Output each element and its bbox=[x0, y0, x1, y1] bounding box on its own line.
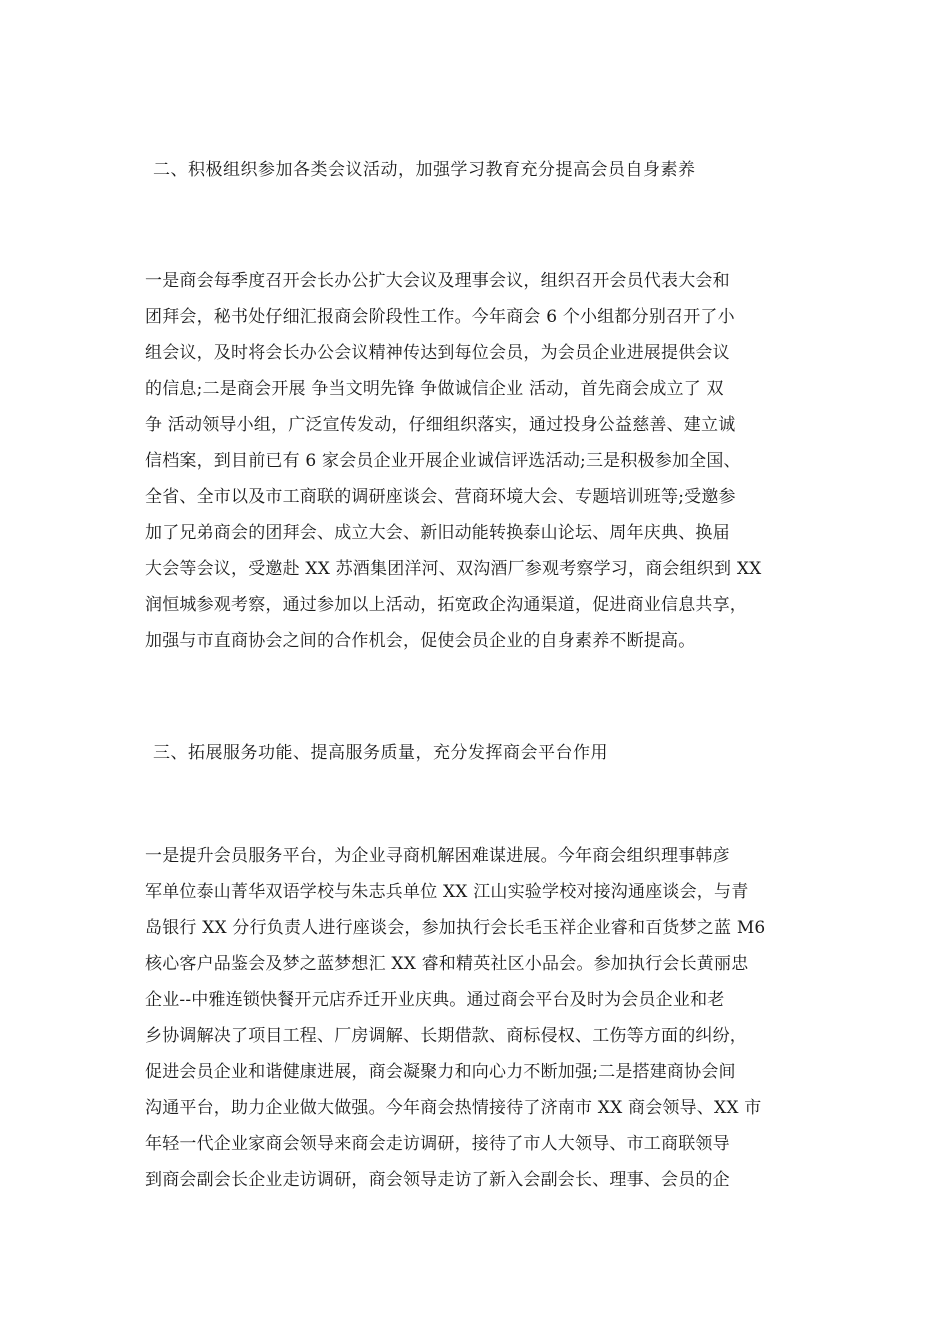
paragraph-line: 团拜会，秘书处仔细汇报商会阶段性工作。今年商会 6 个小组都分别召开了小 bbox=[145, 307, 735, 327]
paragraph-line: 军单位泰山菁华双语学校与朱志兵单位 XX 江山实验学校对接沟通座谈会，与青 bbox=[145, 882, 749, 902]
section-3-paragraph bbox=[145, 838, 810, 1198]
paragraph-line: 促进会员企业和谐健康进展，商会凝聚力和向心力不断加强;二是搭建商协会间 bbox=[145, 1062, 736, 1082]
paragraph-line: 争 活动领导小组，广泛宣传发动，仔细组织落实，通过投身公益慈善、建立诚 bbox=[145, 415, 736, 435]
paragraph-line: 乡协调解决了项目工程、厂房调解、长期借款、商标侵权、工伤等方面的纠纷， bbox=[145, 1026, 747, 1046]
paragraph-line: 岛银行 XX 分行负责人进行座谈会，参加执行会长毛玉祥企业睿和百货梦之蓝 M6 bbox=[145, 918, 766, 938]
paragraph-line: 全省、全市以及市工商联的调研座谈会、营商环境大会、专题培训班等;受邀参 bbox=[145, 487, 736, 507]
paragraph-line: 一是提升会员服务平台，为企业寻商机解困难谋进展。今年商会组织理事韩彦 bbox=[145, 846, 730, 866]
paragraph-line: 沟通平台，助力企业做大做强。今年商会热情接待了济南市 XX 商会领导、XX 市 bbox=[145, 1098, 762, 1118]
paragraph-line: 核心客户品鉴会及梦之蓝梦想汇 XX 睿和精英社区小品会。参加执行会长黄丽忠 bbox=[145, 954, 749, 974]
paragraph-line: 的信息;二是商会开展 争当文明先锋 争做诚信企业 活动，首先商会成立了 双 bbox=[145, 379, 724, 399]
paragraph-line: 年轻一代企业家商会领导来商会走访调研，接待了市人大领导、市工商联领导 bbox=[145, 1134, 730, 1154]
section-3-heading: 三、拓展服务功能、提高服务质量，充分发挥商会平台作用 bbox=[153, 743, 608, 763]
paragraph-line: 一是商会每季度召开会长办公扩大会议及理事会议，组织召开会员代表大会和 bbox=[145, 271, 730, 291]
paragraph-line: 组会议，及时将会长办公会议精神传达到每位会员，为会员企业进展提供会议 bbox=[145, 343, 730, 363]
paragraph-line: 企业--中雅连锁快餐开元店乔迁开业庆典。通过商会平台及时为会员企业和老 bbox=[145, 990, 725, 1010]
section-2-heading: 二、积极组织参加各类会议活动，加强学习教育充分提高会员自身素养 bbox=[153, 160, 696, 180]
paragraph-line: 润恒城参观考察，通过参加以上活动，拓宽政企沟通渠道，促进商业信息共享， bbox=[145, 595, 747, 615]
paragraph-line: 信档案，到目前已有 6 家会员企业开展企业诚信评选活动;三是积极参加全国、 bbox=[145, 451, 741, 471]
paragraph-line: 到商会副会长企业走访调研，商会领导走访了新入会副会长、理事、会员的企 bbox=[145, 1170, 730, 1190]
section-2-paragraph bbox=[145, 263, 810, 659]
paragraph-line: 加了兄弟商会的团拜会、成立大会、新旧动能转换泰山论坛、周年庆典、换届 bbox=[145, 523, 730, 543]
paragraph-line: 加强与市直商协会之间的合作机会，促使会员企业的自身素养不断提高。 bbox=[145, 631, 696, 651]
paragraph-line: 大会等会议，受邀赴 XX 苏酒集团洋河、双沟酒厂参观考察学习，商会组织到 XX bbox=[145, 559, 762, 579]
